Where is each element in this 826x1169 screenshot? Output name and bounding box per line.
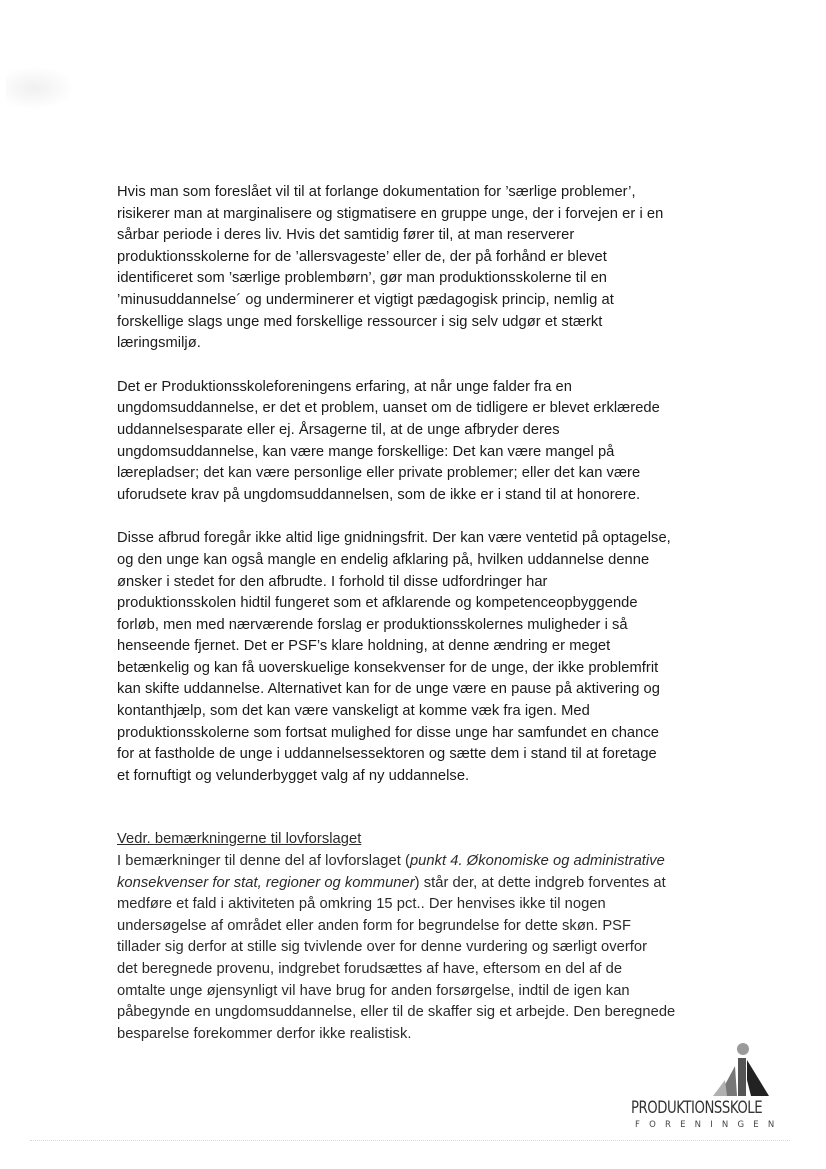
text-line: påbegynde en ungdomsuddannelse, eller til de skaffer sig et arbejde. Den beregnede: [117, 1004, 676, 1021]
text-line: kan skifte uddannelse. Alternativet kan for de unge være en pause på aktivering og: [117, 681, 660, 698]
text-line: [117, 873, 697, 895]
logo-subtitle: FORENINGEN: [635, 1120, 784, 1130]
text-line: for at fastholde de unge i uddannelsessektoren og sætte dem i stand til at foretage: [117, 746, 657, 763]
paragraph-1: [117, 182, 697, 355]
text-line: ungdomsuddannelse, kan være mange forskellige: Det kan være mangel på: [117, 443, 615, 460]
text-line: læringsmiljø.: [117, 335, 201, 352]
text-line: [117, 851, 697, 873]
text-line: det beregnede provenu, indgrebet forudsættes af have, eftersom en del af de: [117, 961, 623, 977]
text-line: omtalte unge øjensynligt vil have brug for anden forsørgelse, indtil de igen kan: [117, 982, 630, 999]
text-run: I bemærkninger til denne del af lovforslaget (: [117, 853, 410, 870]
paragraph-2: [117, 377, 697, 507]
paragraph-3: [117, 528, 697, 787]
text-line: ønsker i stedet for den afbrudte. I forhold til disse udfordringer har: [117, 573, 548, 590]
text-line: produktionsskolerne som fortsat mulighed for disse unge har samfundet en chance: [117, 724, 659, 741]
logo-name: PRODUKTIONSSKOLE: [631, 1098, 763, 1118]
footer-scan-line: [30, 1140, 790, 1142]
text-line: uddannelsesparate eller ej. Årsagerne til, at de unge afbryder deres: [117, 421, 560, 438]
text-line: risikerer man at marginalisere og stigmatisere en gruppe unge, der i forvejen er i en: [117, 205, 664, 222]
text-line: et fornuftigt og velunderbygget valg af ny uddannelse.: [117, 767, 470, 784]
text-line: undersøgelse af området eller anden form for begrundelse for dette skøn. PSF: [117, 917, 632, 934]
text-line: ’minusuddannelse´ og underminerer et vigtigt pædagogisk princip, nemlig at: [117, 291, 614, 308]
text-line: forskellige slags unge med forskellige ressourcer i sig selv udgør et stærkt: [117, 313, 603, 330]
text-line: Hvis man som foreslået vil til at forlange dokumentation for ’særlige problemer’,: [117, 184, 636, 200]
text-line: ungdomsuddannelse, er det et problem, uanset om de tidligere er blevet erklærede: [117, 400, 660, 417]
text-line: henseende fjernet. Det er PSF’s klare holdning, at denne ændring er meget: [117, 638, 611, 655]
text-run: ) står der, at dette indgreb forventes at: [414, 874, 666, 891]
text-line: forløb, men med nærværende forslag er produktionsskolernes muligheder i så: [117, 616, 628, 633]
text-line: produktionsskolerne for de ’allersvageste’ eller de, der på forhånd er blevet: [117, 248, 607, 265]
text-line: tillader sig derfor at stille sig tvivlende over for denne vurdering og særligt overfor: [117, 939, 648, 956]
scan-smudge: [6, 66, 76, 110]
text-line: og den unge kan også mangle en endelig afklaring på, hvilken uddannelse denne: [117, 551, 650, 568]
page-text: [117, 182, 697, 1045]
text-line: uforudsete krav på ungdomsuddannelsen, som de ikke er i stand til at honorere.: [117, 486, 641, 503]
produktionsskole-logo: [625, 1042, 785, 1134]
emphasis-text: konsekvenser for stat, regioner og kommuner: [117, 874, 415, 891]
text-line: Det er Produktionsskoleforeningens erfaring, at når unge falder fra en: [117, 378, 572, 395]
text-line: produktionsskolen hidtil fungeret som et afklarende og kompetenceopbyggende: [117, 595, 638, 612]
text-line: medføre et fald i aktiviteten på omkring 15 pct.. Der henvises ikke til nogen: [117, 896, 606, 913]
emphasis-text: punkt 4. Økonomiske og administrative: [409, 853, 665, 870]
text-line: kontanthjælp, som det kan være vanskeligt at komme væk fra igen. Med: [117, 703, 590, 720]
section-heading: Vedr. bemærkningerne til lovforslaget: [117, 831, 362, 848]
text-line: identificeret som ’særlige problembørn’, gør man produktionsskolerne til en: [117, 270, 608, 287]
text-line: lærepladser; det kan være personlige eller private problemer; eller det kan være: [117, 465, 641, 482]
text-line: sårbar periode i deres liv. Hvis det samtidig fører til, at man reserverer: [117, 227, 575, 244]
text-line: betænkelig og kan få uoverskuelige konsekvenser for de unge, der ikke problemfrit: [117, 659, 659, 676]
section-remarks: [117, 829, 697, 1045]
text-line: besparelse forekommer derfor ikke realistisk.: [117, 1025, 412, 1042]
logo-figure-icon: [711, 1042, 771, 1098]
text-line: Disse afbrud foregår ikke altid lige gnidningsfrit. Der kan være ventetid på optagelse,: [117, 530, 671, 547]
